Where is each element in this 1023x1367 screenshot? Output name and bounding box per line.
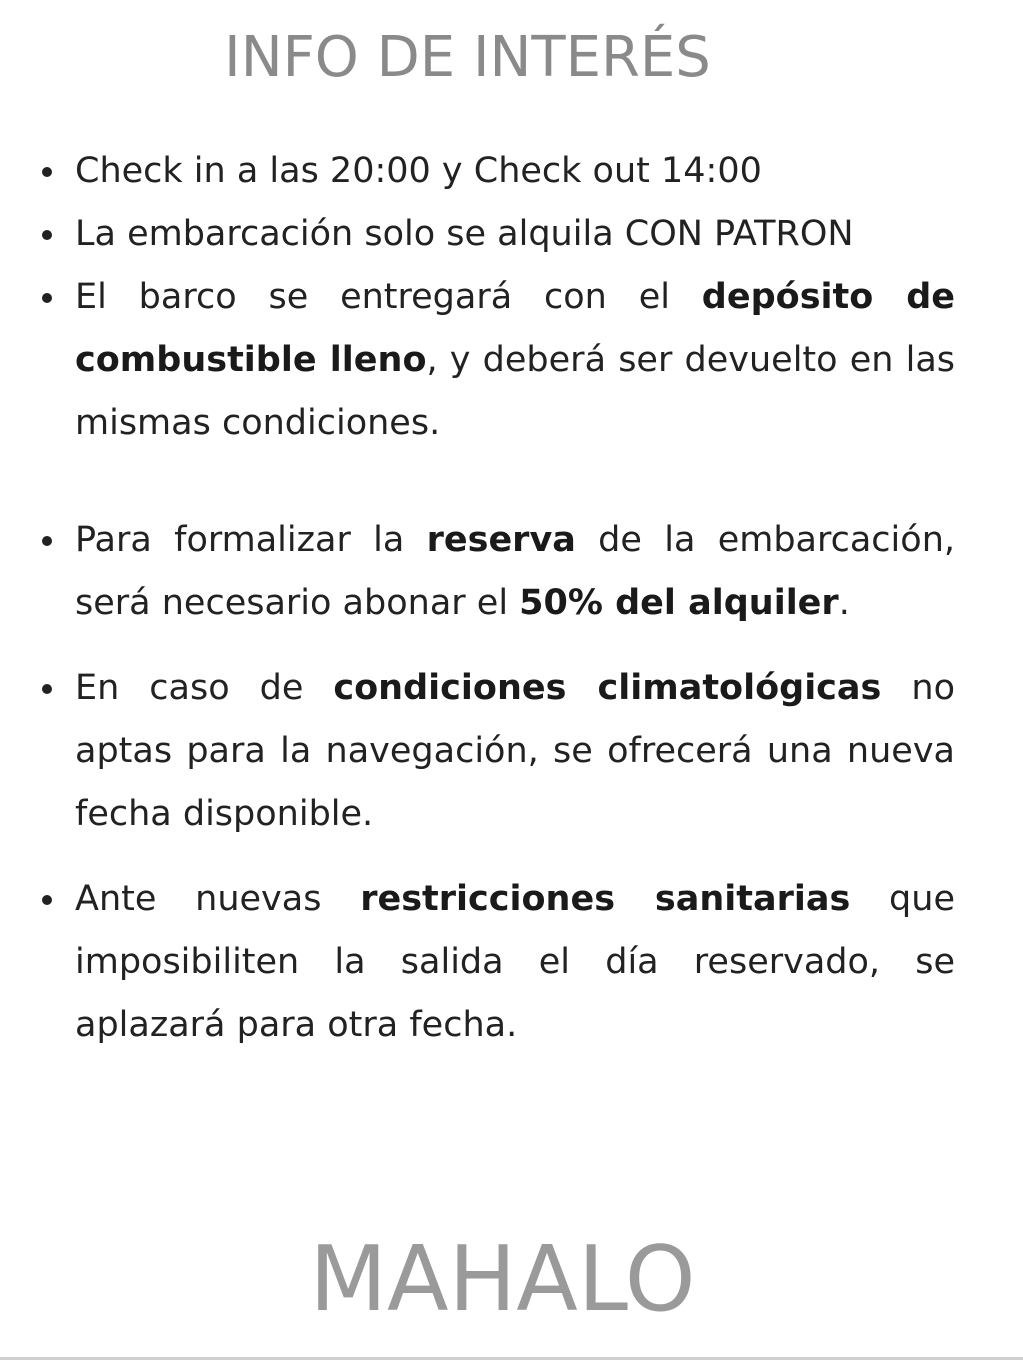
item-text: En caso de xyxy=(75,668,334,708)
page-title: INFO DE INTERÉS xyxy=(224,25,711,90)
bullet-icon xyxy=(42,684,52,694)
item-text: Ante nuevas xyxy=(75,879,361,919)
list-item-reserva xyxy=(75,509,955,635)
item-text: El barco se entregará con el xyxy=(75,277,702,317)
bullet-icon xyxy=(42,895,52,905)
bullet-icon xyxy=(42,293,52,303)
bullet-icon xyxy=(42,536,52,546)
item-text: Para formalizar la xyxy=(75,520,427,560)
item-bold-text: condiciones climatológicas xyxy=(333,668,882,708)
list-item-sanitarias xyxy=(75,868,955,1057)
item-text: La embarcación solo se alquila CON PATRON xyxy=(75,214,854,254)
item-bold-text: reserva xyxy=(426,520,576,560)
item-bold-text: 50% del alquiler xyxy=(519,583,839,623)
item-text: no aptas para la navegación, se ofrecerá una nueva fecha disponible. xyxy=(75,668,955,834)
bullet-icon xyxy=(42,167,52,177)
list-item-combustible xyxy=(75,266,955,455)
bullet-icon xyxy=(42,230,52,240)
list-item-check-in xyxy=(75,140,955,203)
info-list xyxy=(0,140,1023,1057)
item-text: Check in a las 20:00 y Check out 14:00 xyxy=(75,151,762,191)
item-text: de la embarcación, será necesario abonar el xyxy=(75,520,955,623)
item-text: , y deberá ser devuelto en las mismas condiciones. xyxy=(75,340,956,443)
list-item-clima xyxy=(75,657,955,846)
item-text: . xyxy=(838,583,850,623)
brand-name: MAHALO xyxy=(309,1227,696,1332)
item-bold-text: depósito de combustible lleno xyxy=(75,277,955,380)
item-text: que imposibiliten la salida el día reservado, se aplazará para otra fecha. xyxy=(75,879,955,1045)
list-item-patron xyxy=(75,203,955,266)
item-bold-text: restricciones sanitarias xyxy=(360,879,851,919)
bottom-divider xyxy=(0,1357,1023,1360)
